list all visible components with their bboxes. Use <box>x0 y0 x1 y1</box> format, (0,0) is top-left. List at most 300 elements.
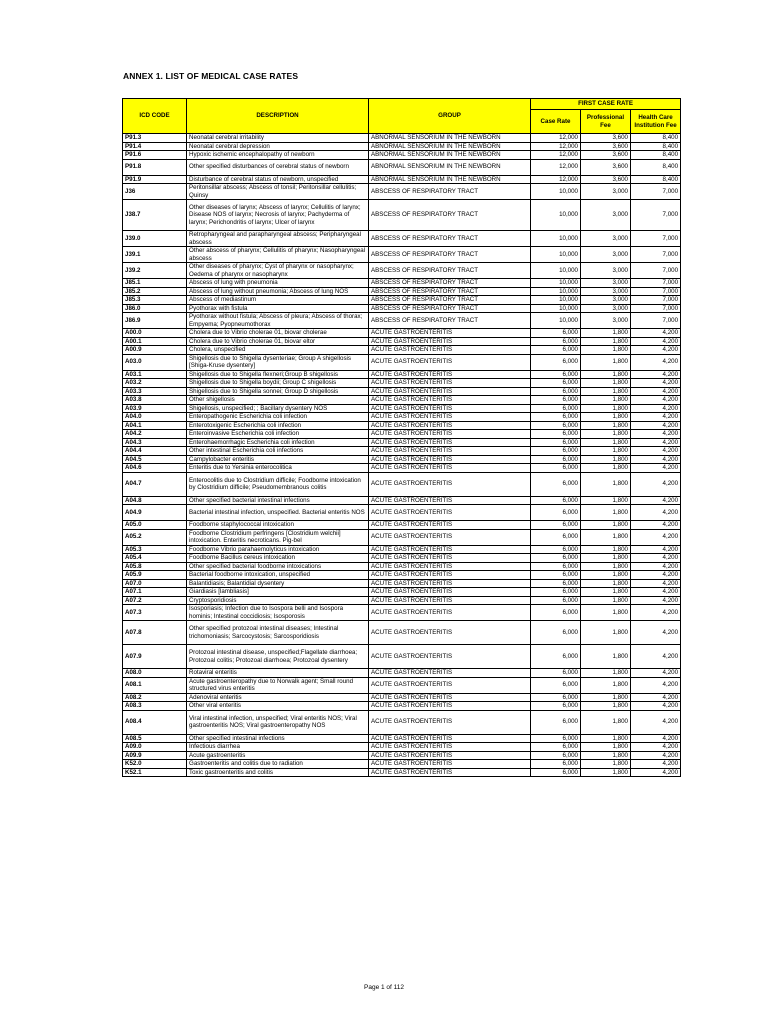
icd-code-cell: A07.2 <box>123 596 187 605</box>
icd-code-cell: A04.7 <box>123 472 187 496</box>
institution-fee-cell: 4,200 <box>631 447 681 456</box>
table-row <box>123 669 681 678</box>
description-cell: Shigellosis due to Shigella boydii; Group C shigellosis <box>187 379 369 388</box>
professional-fee-cell: 3,000 <box>581 287 631 296</box>
icd-code-cell: A03.3 <box>123 387 187 396</box>
group-cell: ACUTE GASTROENTERITIS <box>369 702 531 711</box>
professional-fee-cell: 1,800 <box>581 346 631 355</box>
icd-code-cell: A07.9 <box>123 645 187 669</box>
institution-fee-cell: 4,200 <box>631 702 681 711</box>
icd-code-cell: A05.4 <box>123 554 187 563</box>
case-rate-cell: 10,000 <box>531 279 581 288</box>
table-row <box>123 596 681 605</box>
icd-code-cell: K52.0 <box>123 760 187 769</box>
table-row <box>123 588 681 597</box>
icd-code-cell: A05.0 <box>123 521 187 530</box>
table-row <box>123 142 681 151</box>
case-rate-cell: 6,000 <box>531 421 581 430</box>
group-cell: ABNORMAL SENSORIUM IN THE NEWBORN <box>369 159 531 175</box>
group-cell: ACUTE GASTROENTERITIS <box>369 571 531 580</box>
icd-code-cell: A00.9 <box>123 346 187 355</box>
group-cell: ACUTE GASTROENTERITIS <box>369 387 531 396</box>
description-cell: Hypoxic ischemic encephalopathy of newborn <box>187 151 369 160</box>
table-row <box>123 247 681 263</box>
icd-code-cell: A03.2 <box>123 379 187 388</box>
table-row <box>123 579 681 588</box>
professional-fee-cell: 1,800 <box>581 677 631 693</box>
page-number: Page 1 of 112 <box>364 984 404 991</box>
description-cell: Enterotoxigenic Escherichia coli infection <box>187 421 369 430</box>
institution-fee-cell: 4,200 <box>631 677 681 693</box>
group-cell: ABSCESS OF RESPIRATORY TRACT <box>369 200 531 231</box>
group-cell: ACUTE GASTROENTERITIS <box>369 346 531 355</box>
table-row <box>123 200 681 231</box>
case-rate-cell: 6,000 <box>531 346 581 355</box>
description-cell: Other specified protozoal intestinal diseases; Intestinal trichomoniasis; Sarcocystosis; Sarcosporidiosis <box>187 621 369 645</box>
institution-fee-cell: 4,200 <box>631 404 681 413</box>
icd-code-cell: A04.2 <box>123 430 187 439</box>
case-rate-cell: 6,000 <box>531 702 581 711</box>
icd-code-cell: P91.3 <box>123 134 187 143</box>
institution-fee-cell: 4,200 <box>631 669 681 678</box>
group-cell: ACUTE GASTROENTERITIS <box>369 505 531 521</box>
table-row <box>123 263 681 279</box>
table-row <box>123 529 681 545</box>
table-row <box>123 464 681 473</box>
professional-fee-cell: 3,600 <box>581 151 631 160</box>
institution-fee-cell: 4,200 <box>631 579 681 588</box>
group-cell: ACUTE GASTROENTERITIS <box>369 751 531 760</box>
professional-fee-cell: 3,000 <box>581 304 631 313</box>
table-row <box>123 313 681 329</box>
description-cell: Bacterial intestinal infection, unspecified. Bacterial enteritis NOS <box>187 505 369 521</box>
case-rate-cell: 6,000 <box>531 521 581 530</box>
table-row <box>123 734 681 743</box>
case-rate-cell: 6,000 <box>531 464 581 473</box>
description-cell: Acute gastroenteritis <box>187 751 369 760</box>
table-row <box>123 710 681 734</box>
case-rates-table <box>122 98 681 777</box>
professional-fee-cell: 3,000 <box>581 231 631 247</box>
case-rate-cell: 6,000 <box>531 645 581 669</box>
group-cell: ACUTE GASTROENTERITIS <box>369 693 531 702</box>
case-rate-cell: 10,000 <box>531 304 581 313</box>
case-rate-cell: 10,000 <box>531 296 581 305</box>
institution-fee-cell: 4,200 <box>631 710 681 734</box>
case-rate-cell: 6,000 <box>531 621 581 645</box>
professional-fee-cell: 1,800 <box>581 605 631 621</box>
description-cell: Abscess of lung without pneumonia; Abscess of lung NOS <box>187 287 369 296</box>
icd-code-cell: J86.0 <box>123 304 187 313</box>
description-cell: Campylobacter enteritis <box>187 455 369 464</box>
table-row <box>123 329 681 338</box>
case-rate-cell: 6,000 <box>531 734 581 743</box>
institution-fee-cell: 8,400 <box>631 159 681 175</box>
case-rate-cell: 6,000 <box>531 529 581 545</box>
icd-code-cell: A04.5 <box>123 455 187 464</box>
description-cell: Enteroinvasive Escherichia coli infection <box>187 430 369 439</box>
institution-fee-cell: 8,400 <box>631 134 681 143</box>
institution-fee-cell: 7,000 <box>631 279 681 288</box>
table-row <box>123 387 681 396</box>
group-cell: ACUTE GASTROENTERITIS <box>369 430 531 439</box>
professional-fee-cell: 3,600 <box>581 134 631 143</box>
institution-fee-cell: 4,200 <box>631 387 681 396</box>
header-description: DESCRIPTION <box>187 99 369 134</box>
table-row <box>123 337 681 346</box>
page-title: ANNEX 1. LIST OF MEDICAL CASE RATES <box>123 71 299 81</box>
table-row <box>123 751 681 760</box>
institution-fee-cell: 7,000 <box>631 304 681 313</box>
description-cell: Abscess of mediastinum <box>187 296 369 305</box>
group-cell: ABSCESS OF RESPIRATORY TRACT <box>369 313 531 329</box>
description-cell: Giardiasis [lambliasis] <box>187 588 369 597</box>
description-cell: Protozoal intestinal disease, unspecified;Flagellate diarrhoea; Protozoal colitis; Protozoal diarrhoea; Protozoal dysentery <box>187 645 369 669</box>
professional-fee-cell: 1,800 <box>581 505 631 521</box>
case-rate-cell: 10,000 <box>531 313 581 329</box>
icd-code-cell: A07.8 <box>123 621 187 645</box>
case-rate-cell: 6,000 <box>531 447 581 456</box>
group-cell: ACUTE GASTROENTERITIS <box>369 396 531 405</box>
table-row <box>123 370 681 379</box>
professional-fee-cell: 1,800 <box>581 710 631 734</box>
description-cell: Neonatal cerebral depression <box>187 142 369 151</box>
group-cell: ABSCESS OF RESPIRATORY TRACT <box>369 279 531 288</box>
institution-fee-cell: 4,200 <box>631 329 681 338</box>
professional-fee-cell: 1,800 <box>581 396 631 405</box>
institution-fee-cell: 4,200 <box>631 645 681 669</box>
icd-code-cell: A05.9 <box>123 571 187 580</box>
table-row <box>123 554 681 563</box>
case-rate-cell: 6,000 <box>531 370 581 379</box>
institution-fee-cell: 4,200 <box>631 421 681 430</box>
institution-fee-cell: 8,400 <box>631 151 681 160</box>
icd-code-cell: A08.3 <box>123 702 187 711</box>
case-rate-cell: 6,000 <box>531 571 581 580</box>
description-cell: Shigellosis due to Shigella dysenteriae; Group A shigellosis [Shiga-Kruse dysentery] <box>187 354 369 370</box>
group-cell: ABSCESS OF RESPIRATORY TRACT <box>369 296 531 305</box>
table-row <box>123 159 681 175</box>
group-cell: ACUTE GASTROENTERITIS <box>369 337 531 346</box>
professional-fee-cell: 3,000 <box>581 296 631 305</box>
icd-code-cell: A04.4 <box>123 447 187 456</box>
institution-fee-cell: 4,200 <box>631 571 681 580</box>
group-cell: ABSCESS OF RESPIRATORY TRACT <box>369 304 531 313</box>
icd-code-cell: A07.0 <box>123 579 187 588</box>
professional-fee-cell: 1,800 <box>581 743 631 752</box>
icd-code-cell: A05.8 <box>123 562 187 571</box>
case-rate-cell: 6,000 <box>531 751 581 760</box>
case-rate-cell: 12,000 <box>531 175 581 184</box>
institution-fee-cell: 4,200 <box>631 464 681 473</box>
icd-code-cell: P91.8 <box>123 159 187 175</box>
professional-fee-cell: 1,800 <box>581 669 631 678</box>
description-cell: Foodborne Bacillus cereus intoxication <box>187 554 369 563</box>
institution-fee-cell: 4,200 <box>631 693 681 702</box>
table-row <box>123 304 681 313</box>
group-cell: ACUTE GASTROENTERITIS <box>369 545 531 554</box>
description-cell: Peritonsillar abscess; Abscess of tonsil; Peritonsillar cellulitis; Quinsy <box>187 184 369 200</box>
group-cell: ACUTE GASTROENTERITIS <box>369 379 531 388</box>
group-cell: ACUTE GASTROENTERITIS <box>369 605 531 621</box>
institution-fee-cell: 8,400 <box>631 175 681 184</box>
icd-code-cell: P91.4 <box>123 142 187 151</box>
institution-fee-cell: 4,200 <box>631 529 681 545</box>
icd-code-cell: A08.5 <box>123 734 187 743</box>
description-cell: Enterohaemorrhagic Escherichia coli infection <box>187 438 369 447</box>
icd-code-cell: K52.1 <box>123 768 187 777</box>
group-cell: ABNORMAL SENSORIUM IN THE NEWBORN <box>369 142 531 151</box>
icd-code-cell: J39.1 <box>123 247 187 263</box>
institution-fee-cell: 4,200 <box>631 438 681 447</box>
table-row <box>123 421 681 430</box>
header-health-care-institution-fee: Health Care Institution Fee <box>631 110 681 134</box>
group-cell: ACUTE GASTROENTERITIS <box>369 768 531 777</box>
case-rate-cell: 12,000 <box>531 159 581 175</box>
icd-code-cell: A09.0 <box>123 743 187 752</box>
group-cell: ABSCESS OF RESPIRATORY TRACT <box>369 184 531 200</box>
group-cell: ACUTE GASTROENTERITIS <box>369 621 531 645</box>
description-cell: Cryptosporidiosis <box>187 596 369 605</box>
icd-code-cell: J85.3 <box>123 296 187 305</box>
icd-code-cell: A04.0 <box>123 413 187 422</box>
group-cell: ACUTE GASTROENTERITIS <box>369 743 531 752</box>
professional-fee-cell: 1,800 <box>581 596 631 605</box>
case-rate-cell: 6,000 <box>531 505 581 521</box>
group-cell: ACUTE GASTROENTERITIS <box>369 734 531 743</box>
institution-fee-cell: 7,000 <box>631 296 681 305</box>
description-cell: Toxic gastroenteritis and colitis <box>187 768 369 777</box>
case-rate-cell: 6,000 <box>531 404 581 413</box>
icd-code-cell: A05.3 <box>123 545 187 554</box>
table-row <box>123 645 681 669</box>
table-row <box>123 496 681 505</box>
group-cell: ACUTE GASTROENTERITIS <box>369 579 531 588</box>
institution-fee-cell: 4,200 <box>631 346 681 355</box>
icd-code-cell: J39.0 <box>123 231 187 247</box>
icd-code-cell: A03.0 <box>123 354 187 370</box>
institution-fee-cell: 4,200 <box>631 496 681 505</box>
description-cell: Cholera due to Vibrio cholerae 01, biovar eltor <box>187 337 369 346</box>
case-rate-cell: 6,000 <box>531 669 581 678</box>
icd-code-cell: J86.9 <box>123 313 187 329</box>
description-cell: Other intestinal Escherichia coli infections <box>187 447 369 456</box>
professional-fee-cell: 1,800 <box>581 768 631 777</box>
description-cell: Adenoviral enteritis <box>187 693 369 702</box>
table-row <box>123 134 681 143</box>
institution-fee-cell: 4,200 <box>631 554 681 563</box>
description-cell: Cholera, unspecified <box>187 346 369 355</box>
institution-fee-cell: 4,200 <box>631 521 681 530</box>
icd-code-cell: A08.2 <box>123 693 187 702</box>
table-row <box>123 571 681 580</box>
institution-fee-cell: 4,200 <box>631 379 681 388</box>
table-row <box>123 605 681 621</box>
icd-code-cell: A08.4 <box>123 710 187 734</box>
table-row <box>123 413 681 422</box>
description-cell: Gastroenteritis and colitis due to radiation <box>187 760 369 769</box>
description-cell: Disturbance of cerebral status of newborn, unspecified <box>187 175 369 184</box>
group-cell: ACUTE GASTROENTERITIS <box>369 645 531 669</box>
icd-code-cell: A05.2 <box>123 529 187 545</box>
institution-fee-cell: 4,200 <box>631 370 681 379</box>
table-row <box>123 296 681 305</box>
institution-fee-cell: 7,000 <box>631 247 681 263</box>
institution-fee-cell: 4,200 <box>631 588 681 597</box>
icd-code-cell: J39.2 <box>123 263 187 279</box>
professional-fee-cell: 1,800 <box>581 562 631 571</box>
case-rate-cell: 6,000 <box>531 438 581 447</box>
group-cell: ACUTE GASTROENTERITIS <box>369 596 531 605</box>
professional-fee-cell: 1,800 <box>581 455 631 464</box>
description-cell: Other diseases of larynx; Abscess of larynx; Cellulitis of larynx; Disease NOS of larynx; Necrosis of larynx; Pachyderma of larynx; Perichondritis of larynx; Ulcer of larynx <box>187 200 369 231</box>
description-cell: Viral intestinal infection, unspecified; Viral enteritis NOS; Viral gastroenteritis NOS; Viral gastroenteropathy NOS <box>187 710 369 734</box>
case-rate-cell: 10,000 <box>531 231 581 247</box>
group-cell: ABSCESS OF RESPIRATORY TRACT <box>369 247 531 263</box>
icd-code-cell: J38.7 <box>123 200 187 231</box>
institution-fee-cell: 7,000 <box>631 263 681 279</box>
group-cell: ACUTE GASTROENTERITIS <box>369 669 531 678</box>
institution-fee-cell: 4,200 <box>631 760 681 769</box>
professional-fee-cell: 1,800 <box>581 421 631 430</box>
professional-fee-cell: 1,800 <box>581 751 631 760</box>
description-cell: Pyothorax with fistula <box>187 304 369 313</box>
description-cell: Enteritis due to Yersinia enterocolitica <box>187 464 369 473</box>
icd-code-cell: A07.1 <box>123 588 187 597</box>
case-rate-cell: 6,000 <box>531 596 581 605</box>
professional-fee-cell: 1,800 <box>581 472 631 496</box>
table-row <box>123 621 681 645</box>
icd-code-cell: P91.6 <box>123 151 187 160</box>
table-row <box>123 231 681 247</box>
description-cell: Acute gastroenteropathy due to Norwalk agent; Small round structured virus enteritis <box>187 677 369 693</box>
professional-fee-cell: 1,800 <box>581 734 631 743</box>
description-cell: Other specified bacterial intestinal infections <box>187 496 369 505</box>
case-rate-cell: 6,000 <box>531 396 581 405</box>
institution-fee-cell: 4,200 <box>631 413 681 422</box>
table-row <box>123 287 681 296</box>
description-cell: Foodborne Vibrio parahaemolyticus intoxication <box>187 545 369 554</box>
icd-code-cell: A04.8 <box>123 496 187 505</box>
professional-fee-cell: 3,000 <box>581 313 631 329</box>
table-row <box>123 472 681 496</box>
icd-code-cell: A03.9 <box>123 404 187 413</box>
institution-fee-cell: 8,400 <box>631 142 681 151</box>
institution-fee-cell: 7,000 <box>631 313 681 329</box>
icd-code-cell: A04.3 <box>123 438 187 447</box>
group-cell: ABSCESS OF RESPIRATORY TRACT <box>369 287 531 296</box>
description-cell: Enterocolitis due to Clostridium difficile; Foodborne intoxication by Clostridium difficile; Pseudomembranous colitis <box>187 472 369 496</box>
professional-fee-cell: 1,800 <box>581 387 631 396</box>
case-rate-cell: 6,000 <box>531 562 581 571</box>
description-cell: Other diseases of pharynx; Cyst of pharynx or nasopharynx; Oedema of pharynx or nasopharynx <box>187 263 369 279</box>
table-row <box>123 702 681 711</box>
professional-fee-cell: 1,800 <box>581 571 631 580</box>
description-cell: Retropharyngeal and parapharyngeal abscess; Peripharyngeal abscess <box>187 231 369 247</box>
case-rate-cell: 6,000 <box>531 379 581 388</box>
case-rate-cell: 6,000 <box>531 710 581 734</box>
description-cell: Other shigellosis <box>187 396 369 405</box>
description-cell: Shigellosis, unspecified; ; Bacillary dysentery NOS <box>187 404 369 413</box>
table-row <box>123 521 681 530</box>
icd-code-cell: A03.1 <box>123 370 187 379</box>
group-cell: ACUTE GASTROENTERITIS <box>369 472 531 496</box>
professional-fee-cell: 1,800 <box>581 464 631 473</box>
professional-fee-cell: 1,800 <box>581 379 631 388</box>
group-cell: ACUTE GASTROENTERITIS <box>369 455 531 464</box>
case-rate-cell: 6,000 <box>531 605 581 621</box>
table-row <box>123 760 681 769</box>
description-cell: Other specified bacterial foodborne intoxications <box>187 562 369 571</box>
professional-fee-cell: 1,800 <box>581 554 631 563</box>
group-cell: ACUTE GASTROENTERITIS <box>369 464 531 473</box>
case-rate-cell: 10,000 <box>531 247 581 263</box>
case-rate-cell: 6,000 <box>531 545 581 554</box>
table-row <box>123 768 681 777</box>
description-cell: Isosporiasis; Infection due to Isospora belli and Isospora hominis; Intestinal coccidiosis; Isosporosis <box>187 605 369 621</box>
table-row <box>123 396 681 405</box>
case-rate-cell: 6,000 <box>531 554 581 563</box>
icd-code-cell: P91.9 <box>123 175 187 184</box>
group-cell: ACUTE GASTROENTERITIS <box>369 447 531 456</box>
description-cell: Bacterial foodborne intoxication, unspecified <box>187 571 369 580</box>
group-cell: ACUTE GASTROENTERITIS <box>369 370 531 379</box>
table-row <box>123 438 681 447</box>
professional-fee-cell: 1,800 <box>581 404 631 413</box>
icd-code-cell: A04.6 <box>123 464 187 473</box>
icd-code-cell: A07.3 <box>123 605 187 621</box>
professional-fee-cell: 1,800 <box>581 370 631 379</box>
institution-fee-cell: 4,200 <box>631 396 681 405</box>
group-cell: ABNORMAL SENSORIUM IN THE NEWBORN <box>369 134 531 143</box>
professional-fee-cell: 1,800 <box>581 588 631 597</box>
table-row <box>123 404 681 413</box>
group-cell: ACUTE GASTROENTERITIS <box>369 404 531 413</box>
description-cell: Other specified intestinal infections <box>187 734 369 743</box>
group-cell: ACUTE GASTROENTERITIS <box>369 329 531 338</box>
description-cell: Other abscess of pharynx; Cellulitis of pharynx; Nasopharyngeal abscess <box>187 247 369 263</box>
icd-code-cell: A04.1 <box>123 421 187 430</box>
description-cell: Enteropathogenic Escherichia coli infection <box>187 413 369 422</box>
institution-fee-cell: 4,200 <box>631 768 681 777</box>
institution-fee-cell: 7,000 <box>631 184 681 200</box>
icd-code-cell: A08.0 <box>123 669 187 678</box>
case-rate-cell: 10,000 <box>531 263 581 279</box>
group-cell: ACUTE GASTROENTERITIS <box>369 588 531 597</box>
table-row <box>123 184 681 200</box>
table-row <box>123 545 681 554</box>
professional-fee-cell: 3,600 <box>581 142 631 151</box>
case-rate-cell: 12,000 <box>531 142 581 151</box>
header-case-rate: Case Rate <box>531 110 581 134</box>
table-row <box>123 175 681 184</box>
professional-fee-cell: 1,800 <box>581 337 631 346</box>
case-rate-cell: 6,000 <box>531 588 581 597</box>
case-rate-cell: 6,000 <box>531 387 581 396</box>
table-row <box>123 346 681 355</box>
description-cell: Shigellosis due to Shigella sonnei; Group D shigellosis <box>187 387 369 396</box>
case-rate-cell: 6,000 <box>531 430 581 439</box>
institution-fee-cell: 4,200 <box>631 354 681 370</box>
description-cell: Balantidiasis; Balantidial dysentery <box>187 579 369 588</box>
description-cell: Other viral enteritis <box>187 702 369 711</box>
case-rate-cell: 10,000 <box>531 184 581 200</box>
group-cell: ACUTE GASTROENTERITIS <box>369 421 531 430</box>
professional-fee-cell: 3,000 <box>581 247 631 263</box>
professional-fee-cell: 1,800 <box>581 529 631 545</box>
institution-fee-cell: 4,200 <box>631 734 681 743</box>
table-row <box>123 379 681 388</box>
